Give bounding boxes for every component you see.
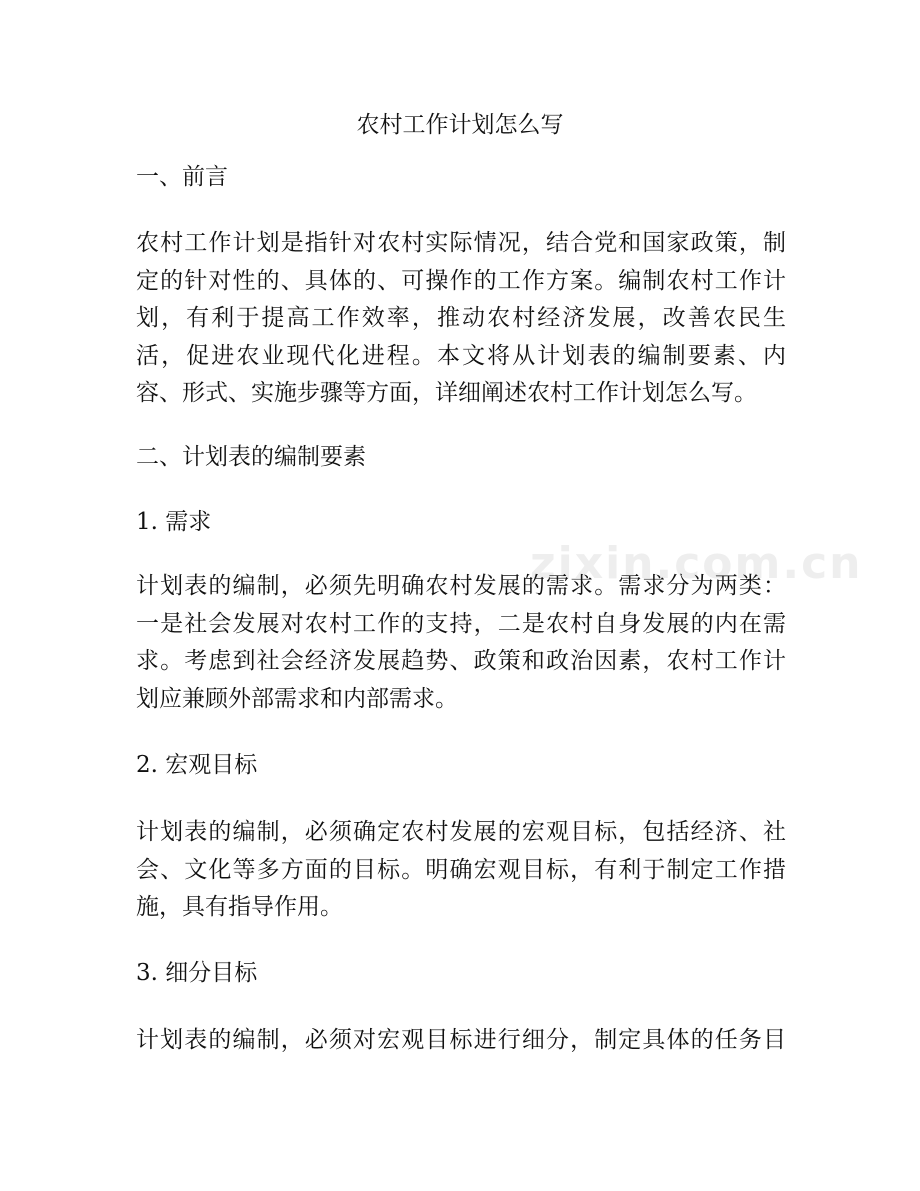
subsection-heading-sub-goals: 3. 细分目标 xyxy=(136,960,258,986)
paragraph-line: 计划表的编制，必须对宏观目标进行细分，制定具体的任务目 xyxy=(136,1027,786,1053)
document-title: 农村工作计划怎么写 xyxy=(356,112,564,138)
paragraph-line: 划应兼顾外部需求和内部需求。 xyxy=(136,685,458,712)
paragraph-line: 容、形式、实施步骤等方面，详细阐述农村工作计划怎么写。 xyxy=(136,380,757,406)
paragraph-line: 求。考虑到社会经济发展趋势、政策和政治因素，农村工作计 xyxy=(136,648,786,674)
paragraph-preface xyxy=(136,225,786,413)
paragraph-line: 划，有利于提高工作效率，推动农村经济发展，改善农民生 xyxy=(136,305,786,331)
paragraph-line: 计划表的编制，必须确定农村发展的宏观目标，包括经济、社 xyxy=(136,819,786,845)
paragraph-line: 施，具有指导作用。 xyxy=(136,894,343,920)
paragraph-demand xyxy=(136,568,786,718)
paragraph-line: 计划表的编制，必须先明确农村发展的需求。需求分为两类： xyxy=(136,573,786,599)
paragraph-sub-goals xyxy=(136,1022,786,1060)
paragraph-macro-goals xyxy=(136,814,786,927)
section-heading-preface: 一、前言 xyxy=(136,164,228,190)
paragraph-line: 会、文化等多方面的目标。明确宏观目标，有利于制定工作措 xyxy=(136,856,786,883)
paragraph-line: 活，促进农业现代化进程。本文将从计划表的编制要素、内 xyxy=(136,342,786,369)
paragraph-line: 农村工作计划是指针对农村实际情况，结合党和国家政策，制 xyxy=(136,230,786,256)
paragraph-line: 定的针对性的、具体的、可操作的工作方案。编制农村工作计 xyxy=(136,267,786,294)
watermark-text: zixin.com.cn xyxy=(530,538,863,589)
section-heading-elements: 二、计划表的编制要素 xyxy=(136,444,366,470)
subsection-heading-demand: 1. 需求 xyxy=(136,509,212,535)
paragraph-line: 一是社会发展对农村工作的支持，二是农村自身发展的内在需 xyxy=(136,610,786,637)
subsection-heading-macro-goals: 2. 宏观目标 xyxy=(136,752,258,778)
